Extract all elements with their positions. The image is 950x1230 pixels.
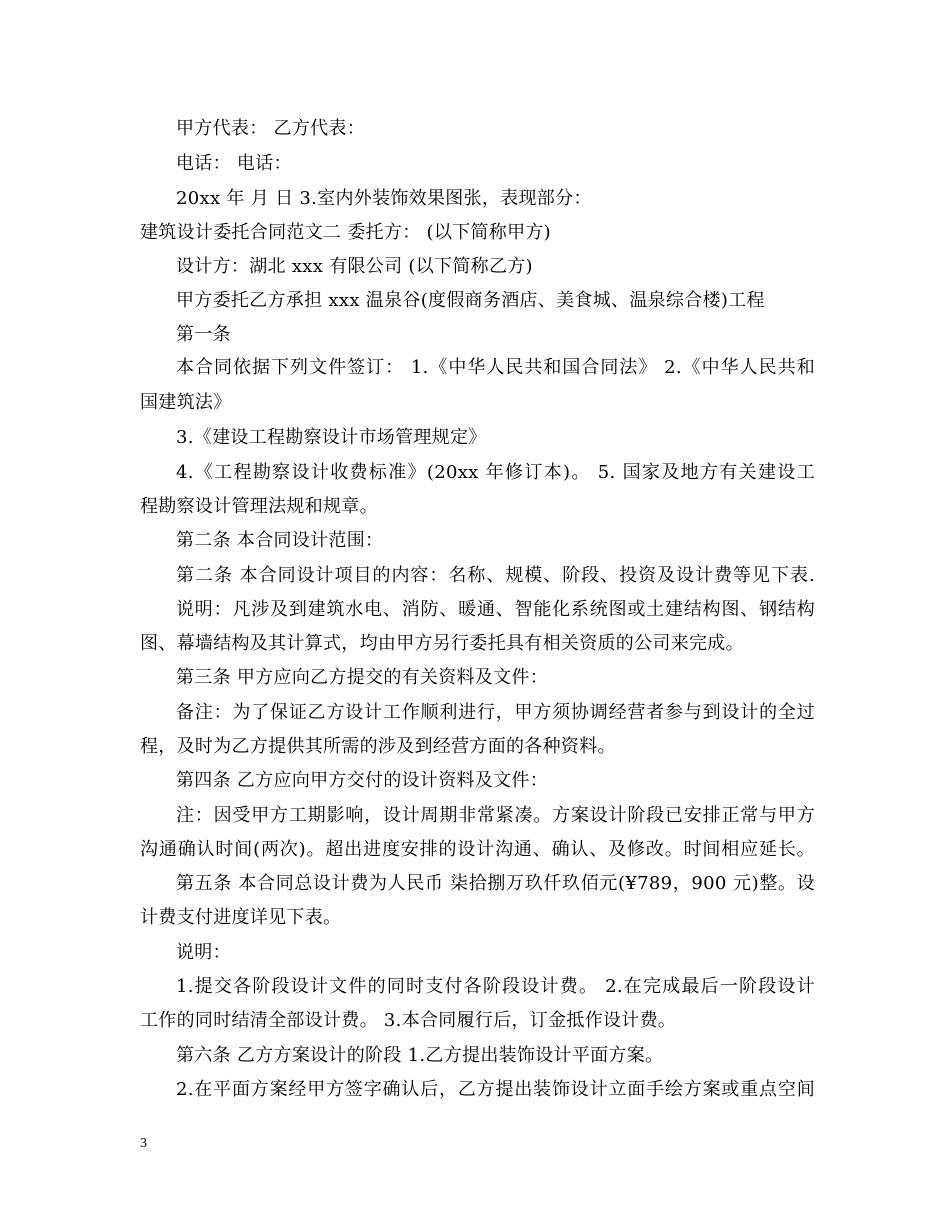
text-line: 2.在平面方案经甲方签字确认后，乙方提出装饰设计立面手绘方案或重点空间: [176, 1079, 815, 1100]
text-line: 电话： 电话：: [176, 153, 292, 174]
text-line: 第五条 本合同总设计费为人民币 柒拾捌万玖仟玖佰元(¥789，900 元)整。设: [176, 873, 815, 894]
text-line: 建筑设计委托合同范文二 委托方： (以下简称甲方): [140, 222, 551, 243]
text-line: 程勘察设计管理法规和规章。: [140, 496, 378, 517]
text-line: 本合同依据下列文件签订： 1.《中华人民共和国合同法》 2.《中华人民共和: [176, 357, 815, 378]
text-line: 国建筑法》: [140, 392, 232, 413]
text-line: 第三条 甲方应向乙方提交的有关资料及文件：: [176, 667, 549, 688]
text-line: 说明：: [176, 942, 231, 963]
text-line: 第二条 本合同设计项目的内容：名称、规模、阶段、投资及设计费等见下表.: [176, 565, 815, 586]
text-line: 第一条: [176, 324, 231, 345]
text-line: 20xx 年 月 日 3.室内外装饰效果图张，表现部分：: [176, 188, 592, 209]
text-line: 1.提交各阶段设计文件的同时支付各阶段设计费。 2.在完成最后一阶段设计: [176, 976, 815, 997]
text-line: 第四条 乙方应向甲方交付的设计资料及文件：: [176, 770, 549, 791]
text-line: 程，及时为乙方提供其所需的涉及到经营方面的各种资料。: [140, 736, 616, 757]
text-line: 甲方代表： 乙方代表：: [176, 118, 366, 139]
text-line: 计费支付进度详见下表。: [140, 907, 342, 928]
text-line: 3.《建设工程勘察设计市场管理规定》: [176, 427, 487, 448]
text-line: 图、幕墙结构及其计算式，均由甲方另行委托具有相关资质的公司来完成。: [140, 633, 744, 654]
text-line: 第二条 本合同设计范围：: [176, 530, 384, 551]
text-line: 工作的同时结清全部设计费。 3.本合同履行后，订金抵作设计费。: [140, 1010, 677, 1031]
page-number: 3: [140, 1136, 147, 1151]
text-line: 第六条 乙方方案设计的阶段 1.乙方提出装饰设计平面方案。: [176, 1045, 664, 1066]
text-line: 沟通确认时间(两次)。超出进度安排的设计沟通、确认、及修改。时间相应延长。: [140, 839, 815, 860]
text-line: 注：因受甲方工期影响，设计周期非常紧凑。方案设计阶段已安排正常与甲方: [176, 805, 815, 826]
text-line: 设计方：湖北 xxx 有限公司 (以下简称乙方): [176, 256, 533, 277]
text-line: 甲方委托乙方承担 xxx 温泉谷(度假商务酒店、美食城、温泉综合楼)工程: [176, 290, 765, 311]
text-line: 备注：为了保证乙方设计工作顺利进行，甲方须协调经营者参与到设计的全过: [176, 702, 815, 723]
text-line: 4.《工程勘察设计收费标准》(20xx 年修订本)。 5. 国家及地方有关建设工: [176, 462, 815, 483]
text-line: 说明：凡涉及到建筑水电、消防、暖通、智能化系统图或土建结构图、钢结构: [176, 599, 815, 620]
